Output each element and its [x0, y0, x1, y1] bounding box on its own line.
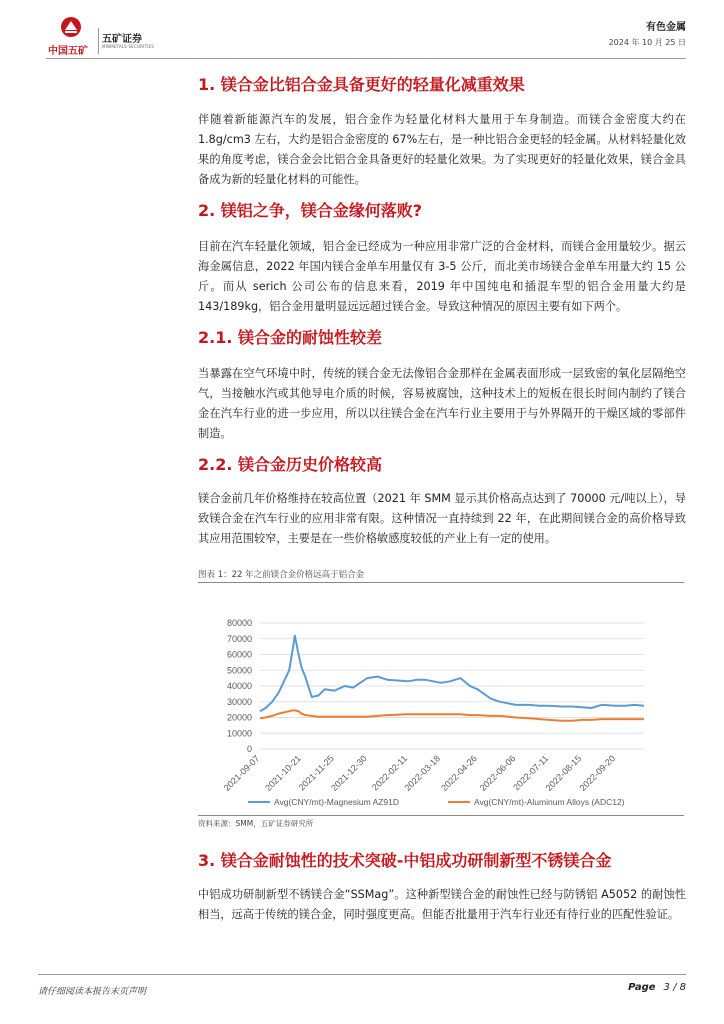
- minmetals-logo-icon: [60, 16, 82, 38]
- y-tick-label: 80000: [226, 618, 252, 628]
- figure-1: [198, 568, 684, 830]
- price-chart-svg: [198, 583, 684, 815]
- section-2-1-paragraph: 当暴露在空气环境中时，传统的镁合金无法像铝合金那样在金属表面形成一层致密的氧化层隔绝空气，当接触水汽或其他导电介质的时候，容易被腐蚀，这种技术上的短板在很长时间内制约了镁合金在汽车行业的进一步应用，所以以往镁合金在汽车行业主要用于与外界隔开的干燥区域的零部件制造。: [198, 367, 686, 440]
- y-tick-label: 60000: [226, 649, 252, 660]
- logo-text-en: MINMETALS SECURITIES: [102, 44, 154, 49]
- price-chart: [198, 583, 684, 815]
- header-divider: [46, 58, 686, 59]
- figure-caption: 图表 1：22 年之前镁合金价格远高于铝合金: [198, 570, 365, 580]
- y-tick-label: 10000: [226, 728, 252, 739]
- legend-label: Avg(CNY/mt)-Aluminum Alloys (ADC12): [474, 797, 625, 807]
- x-tick-label: 2022-09-20: [577, 753, 618, 793]
- x-tick-label: 2021-11-25: [296, 753, 336, 793]
- figure-source: 资料来源：SMM，五矿证券研究所: [198, 819, 314, 828]
- section-2-paragraph: 目前在汽车轻量化领域，铝合金已经成为一种应用非常广泛的合金材料，而镁合金用量较少。据云海金属信息，2022 年国内镁合金单车用量仅有 3-5 公斤，而北美市场镁合金单车用量大约 15 公斤。而从 serich 公司公布的信息来看，2019 年中国纯电和插混车型的铝合金用量大约是 143/189kg，铝合金用量明显远远超过镁合金。导致这种情况的原因主要有如下两个。: [198, 240, 686, 313]
- report-category: 有色金属: [646, 22, 686, 33]
- logo-text-cn: 中国五矿: [48, 46, 88, 57]
- y-tick-label: 0: [246, 744, 252, 754]
- company-logo: [46, 16, 156, 56]
- x-tick-label: 2022-07-11: [511, 753, 551, 793]
- section-3-heading: 3. 镁合金耐蚀性的技术突破-中铝成功研制新型不锈镁合金: [198, 851, 612, 870]
- y-tick-label: 30000: [226, 696, 252, 707]
- section-3-paragraph: 中铝成功研制新型不锈镁合金“SSMag”。这种新型镁合金的耐蚀性已经与防锈铝 A5052 的耐蚀性相当，远高于传统的镁合金，同时强度更高。但能否批量用于汽车行业还有待行业的匹配性验证。: [198, 888, 686, 921]
- x-tick-label: 2021-09-07: [221, 753, 262, 793]
- y-tick-label: 50000: [226, 665, 252, 676]
- x-tick-label: 2022-02-11: [370, 753, 410, 793]
- footer-divider: [38, 974, 686, 975]
- section-2-heading: 2. 镁铝之争，镁合金缘何落败?: [198, 201, 423, 220]
- logo-text-securities: 五矿证券: [102, 34, 142, 45]
- x-tick-label: 2022-08-15: [543, 753, 584, 793]
- x-tick-label: 2022-03-18: [402, 753, 443, 793]
- section-2-2-paragraph: 镁合金前几年价格维持在较高位置（2021 年 SMM 显示其价格高点达到了 70000 元/吨以上），导致镁合金在汽车行业的应用非常有限。这种情况一直持续到 22 年，在此期间镁合金的高价格导致其应用范围较窄，主要是在一些价格敏感度较低的产业上有一定的使用。: [198, 492, 686, 545]
- aluminum-series-line: [260, 710, 644, 720]
- y-tick-label: 40000: [226, 681, 252, 691]
- y-tick-label: 20000: [226, 712, 252, 723]
- x-tick-label: 2021-10-21: [263, 753, 303, 793]
- legend-label: Avg(CNY/mt)-Magnesium AZ91D: [274, 797, 400, 807]
- x-tick-label: 2022-04-26: [439, 753, 479, 793]
- page-number: [628, 982, 686, 993]
- footer-disclaimer: 请仔细阅读本报告末页声明: [38, 987, 147, 997]
- section-1-paragraph: 伴随着新能源汽车的发展，铝合金作为轻量化材料大量用于车身制造。而镁合金密度大约在 1.8g/cm3 左右，大约是铝合金密度的 67%左右，是一种比铝合金更轻的轻金属。从材料轻量化效果的角度考虑，镁合金会比铝合金具备更好的轻量化效果。为了实现更好的轻量化效果，镁合金具备成为新的轻量化材料的可能性。: [198, 113, 686, 186]
- section-1-heading: 1. 镁合金比铝合金具备更好的轻量化减重效果: [198, 75, 525, 94]
- logo-divider: [98, 28, 99, 54]
- page-header: [0, 0, 724, 62]
- section-3-content: [198, 848, 686, 925]
- page-count: 3 / 8: [663, 982, 686, 993]
- y-tick-label: 70000: [226, 633, 252, 644]
- section-2-1-heading: 2.1. 镁合金的耐蚀性较差: [198, 328, 382, 347]
- magnesium-series-line: [260, 636, 644, 712]
- main-content: [198, 72, 686, 549]
- page-label: Page: [628, 982, 656, 993]
- x-tick-label: 2022-06-06: [477, 753, 518, 793]
- x-tick-label: 2021-12-30: [329, 753, 369, 793]
- section-2-2-heading: 2.2. 镁合金历史价格较高: [198, 455, 382, 474]
- report-date: 2024 年 10 月 25 日: [608, 38, 686, 47]
- page-footer: [38, 974, 686, 997]
